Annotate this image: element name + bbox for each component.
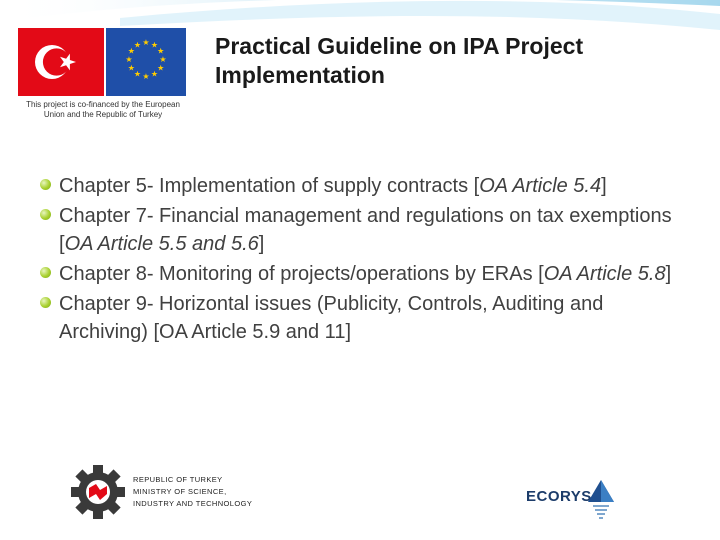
ministry-line-2: MINISTRY OF SCIENCE,	[133, 487, 227, 496]
svg-text:★: ★	[150, 40, 159, 50]
bullet-dot-icon	[40, 209, 51, 220]
svg-text:★: ★	[127, 63, 135, 73]
svg-text:★: ★	[142, 72, 150, 81]
chapter-list	[40, 172, 690, 348]
ecorys-wordmark: ECORYS	[526, 488, 592, 505]
svg-text:★: ★	[127, 46, 135, 56]
list-item	[40, 172, 690, 200]
title-line-1: Practical Guideline on IPA Project	[215, 33, 584, 59]
svg-text:★: ★	[125, 55, 133, 64]
svg-text:★: ★	[150, 69, 159, 79]
partner-flags	[18, 28, 186, 96]
page-title	[215, 32, 695, 90]
svg-text:★: ★	[133, 40, 142, 50]
svg-text:★: ★	[133, 69, 142, 79]
list-item	[40, 290, 690, 346]
ministry-line-1: REPUBLIC OF TURKEY	[133, 475, 223, 484]
turkey-flag-icon	[18, 28, 104, 96]
ministry-line-3: INDUSTRY AND TECHNOLOGY	[133, 499, 253, 508]
list-item	[40, 202, 690, 258]
article-ref: OA Article 5.8	[543, 263, 666, 285]
bullet-text: Chapter 7- Financial management and regulations on tax exemptions [OA Article 5.5 and 5.6]	[59, 205, 672, 255]
cofinance-line-1: This project is co-financed by the European	[26, 100, 180, 109]
bullet-dot-icon	[40, 267, 51, 278]
bullet-dot-icon	[40, 297, 51, 308]
bullet-dot-icon	[40, 179, 51, 190]
svg-text:★: ★	[157, 46, 165, 56]
ministry-gear-icon	[68, 462, 128, 522]
bullet-text: Chapter 5- Implementation of supply contracts [OA Article 5.4]	[59, 175, 607, 197]
svg-text:★: ★	[157, 63, 165, 73]
article-ref: OA Article 5.5 and 5.6	[64, 233, 259, 255]
ministry-name	[133, 474, 252, 510]
bullet-text: Chapter 8- Monitoring of projects/operations by ERAs [OA Article 5.8]	[59, 263, 672, 285]
article-ref: OA Article 5.4	[479, 175, 602, 197]
list-item	[40, 260, 690, 288]
bullet-text: Chapter 9- Horizontal issues (Publicity, Controls, Auditing and Archiving) [OA Article 5.9 and 11]	[59, 293, 604, 343]
title-line-2: Implementation	[215, 62, 385, 88]
ecorys-triangle-icon	[588, 480, 614, 522]
cofinance-note	[10, 100, 196, 120]
cofinance-line-2: Union and the Republic of Turkey	[43, 110, 163, 119]
eu-flag-icon	[106, 28, 186, 96]
svg-text:★: ★	[159, 55, 167, 64]
svg-text:★: ★	[142, 38, 150, 47]
